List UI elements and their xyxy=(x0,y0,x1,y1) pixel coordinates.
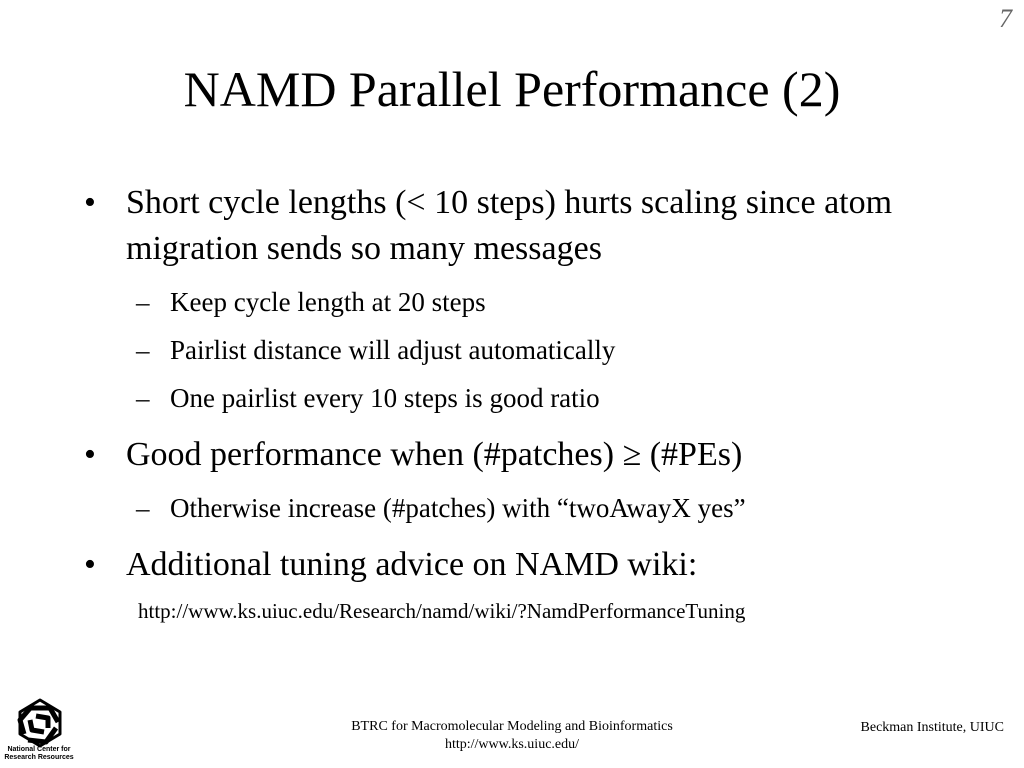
wiki-url-link[interactable]: http://www.ks.uiuc.edu/Research/namd/wiki/?NamdPerformanceTuning xyxy=(138,599,746,623)
bullet-glyph: • xyxy=(84,436,96,473)
bullet-glyph: • xyxy=(84,184,96,221)
sub-bullet-item xyxy=(84,332,964,368)
dash-glyph: – xyxy=(136,383,150,413)
footer-org: BTRC for Macromolecular Modeling and Bioinformatics xyxy=(351,719,673,734)
sub-bullet-item xyxy=(84,380,964,416)
sub-bullet-item xyxy=(84,490,964,526)
dash-glyph: – xyxy=(136,287,150,317)
logo-caption-line: Research Resources xyxy=(4,754,74,761)
footer-institute: Beckman Institute, UIUC xyxy=(860,720,1004,735)
slide-title: NAMD Parallel Performance (2) xyxy=(183,61,841,117)
sub-bullet-text: Otherwise increase (#patches) with “twoAwayX yes” xyxy=(170,493,746,523)
bullet-glyph: • xyxy=(84,546,96,583)
slide-number: 7 xyxy=(999,4,1012,33)
bullet-text: Good performance when (#patches) ≥ (#PEs) xyxy=(126,436,743,473)
dash-glyph: – xyxy=(136,335,150,365)
bullet-item xyxy=(84,432,964,478)
bullet-text: Short cycle lengths (< 10 steps) hurts scaling since atom migration sends so many messages xyxy=(126,184,893,267)
footer-url[interactable]: http://www.ks.uiuc.edu/ xyxy=(444,737,580,752)
bullet-item xyxy=(84,180,964,272)
sub-bullet-text: One pairlist every 10 steps is good ratio xyxy=(170,383,600,413)
slide-content xyxy=(84,180,964,626)
sub-bullet-text: Keep cycle length at 20 steps xyxy=(170,287,486,317)
dash-glyph: – xyxy=(136,493,150,523)
bullet-text: Additional tuning advice on NAMD wiki: xyxy=(126,546,698,583)
bullet-item xyxy=(84,542,964,588)
sub-bullet-item xyxy=(84,284,964,320)
logo-caption-line: National Center for xyxy=(7,746,71,753)
sub-bullet-text: Pairlist distance will adjust automatically xyxy=(170,335,616,365)
